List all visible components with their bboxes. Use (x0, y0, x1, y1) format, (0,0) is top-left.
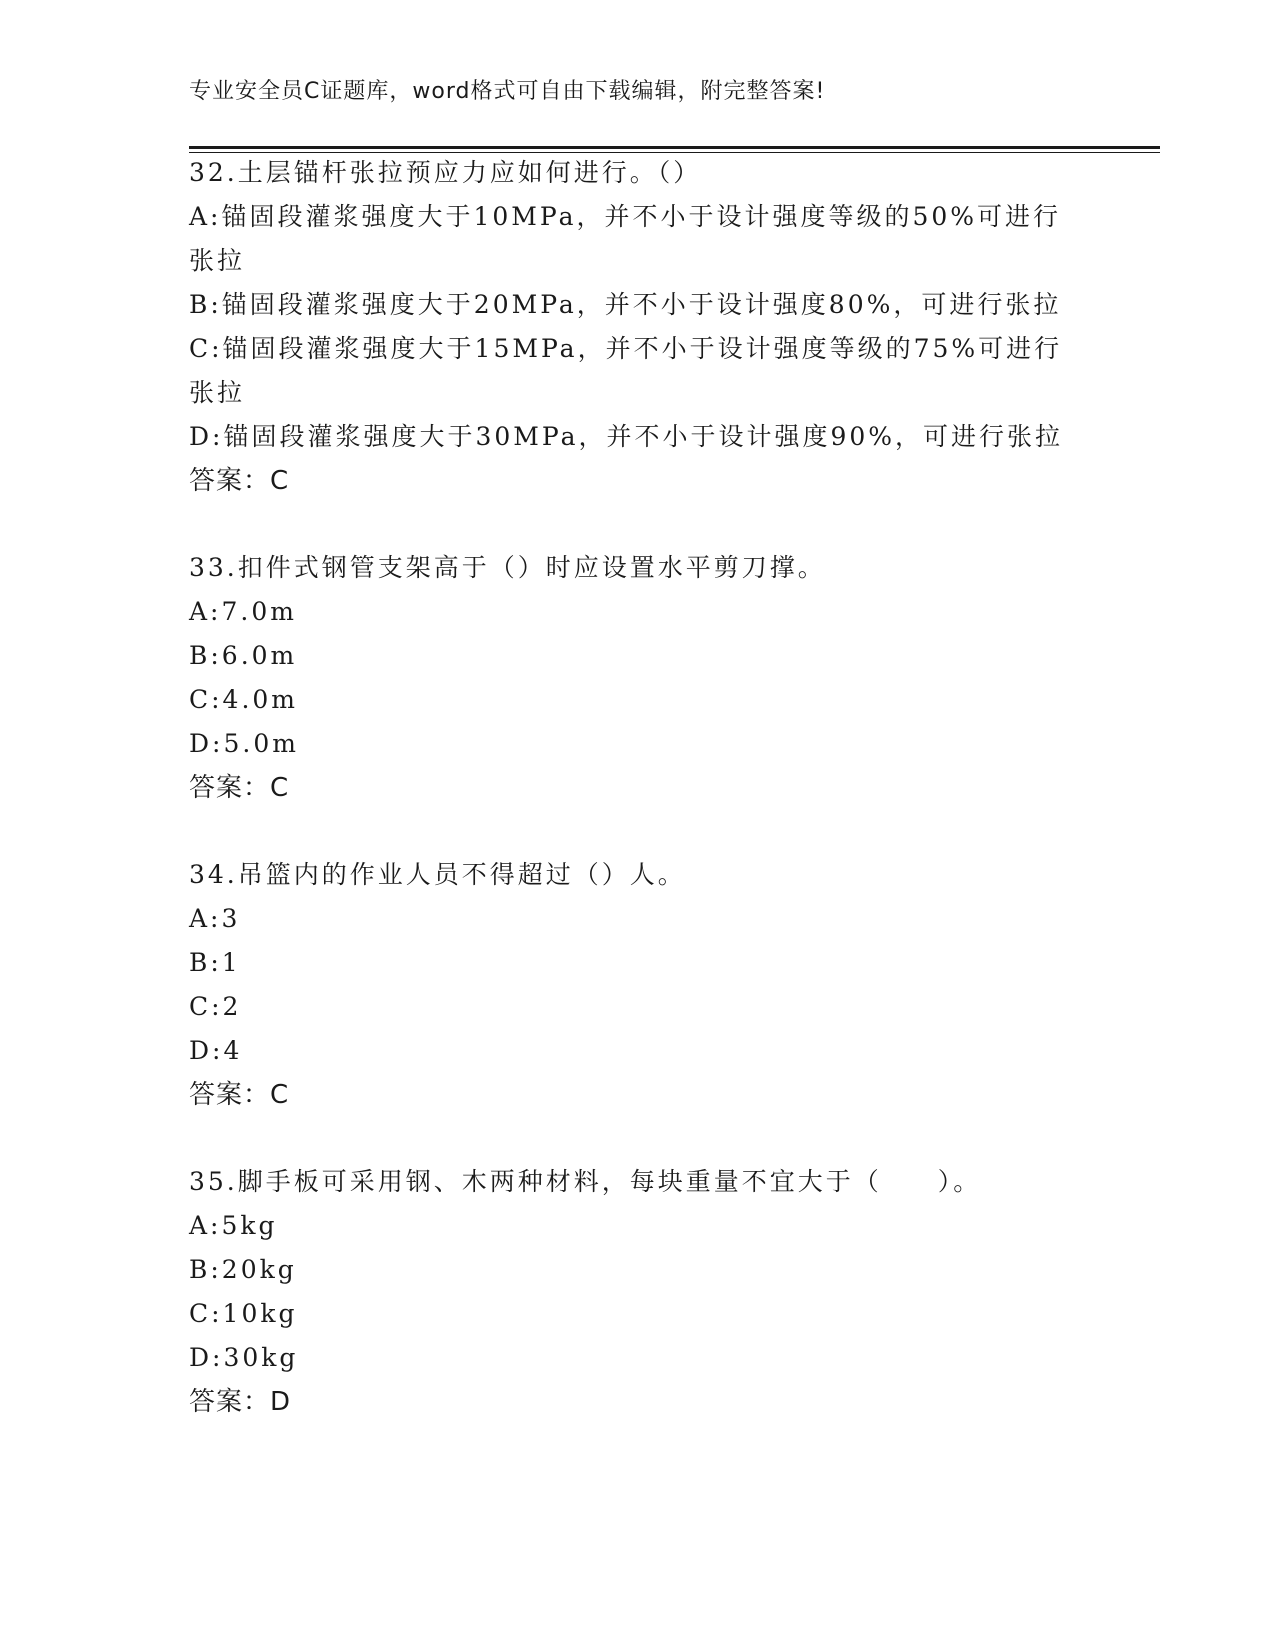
option-line: B:锚固段灌浆强度大于20MPa，并不小于设计强度80%，可进行张拉 (189, 290, 1062, 319)
answer-line: 答案：C (189, 1080, 290, 1110)
option-line: C:2 (189, 992, 242, 1021)
option-line: D:30kg (189, 1343, 299, 1372)
page-header: 专业安全员C证题库，word格式可自由下载编辑，附完整答案! (189, 79, 826, 104)
answer-line: 答案：C (189, 773, 290, 803)
question-stem: 34.吊篮内的作业人员不得超过（）人。 (189, 860, 686, 889)
option-line: D:5.0m (189, 729, 299, 758)
answer-line: 答案：C (189, 466, 290, 496)
option-line: A:5kg (189, 1211, 278, 1240)
option-line: B:20kg (189, 1255, 297, 1284)
header-rule-thick (189, 146, 1160, 149)
header-rule-thin (189, 152, 1160, 153)
question-stem: 33.扣件式钢管支架高于（）时应设置水平剪刀撑。 (189, 553, 826, 582)
option-line: A:锚固段灌浆强度大于10MPa，并不小于设计强度等级的50%可进行 (189, 202, 1062, 231)
question-stem: 32.土层锚杆张拉预应力应如何进行。（） (189, 158, 702, 187)
question-stem: 35.脚手板可采用钢、木两种材料，每块重量不宜大于（ ）。 (189, 1167, 982, 1196)
option-line: 张拉 (189, 378, 246, 407)
option-line: B:6.0m (189, 641, 298, 670)
option-line: 张拉 (189, 246, 246, 275)
option-line: C:10kg (189, 1299, 298, 1328)
option-line: A:7.0m (189, 597, 297, 626)
option-line: B:1 (189, 948, 241, 977)
option-line: C:锚固段灌浆强度大于15MPa，并不小于设计强度等级的75%可进行 (189, 334, 1063, 363)
option-line: C:4.0m (189, 685, 299, 714)
option-line: A:3 (189, 904, 241, 933)
answer-line: 答案：D (189, 1387, 292, 1417)
option-line: D:4 (189, 1036, 243, 1065)
option-line: D:锚固段灌浆强度大于30MPa，并不小于设计强度90%，可进行张拉 (189, 422, 1064, 451)
